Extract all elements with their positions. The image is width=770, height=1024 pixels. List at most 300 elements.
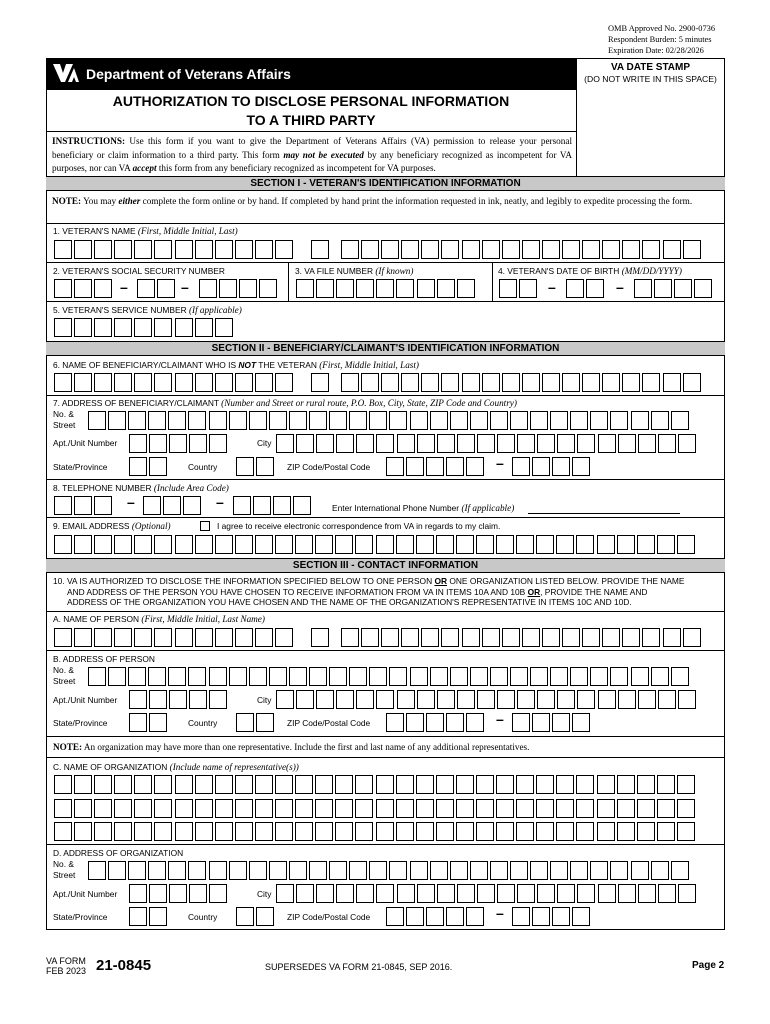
- char-box[interactable]: [376, 799, 394, 818]
- char-box[interactable]: [497, 884, 515, 903]
- char-box[interactable]: [436, 535, 454, 554]
- char-box[interactable]: [437, 279, 455, 298]
- char-box[interactable]: [235, 240, 253, 259]
- beneficiary-zip-ext-field[interactable]: [512, 457, 592, 476]
- char-box[interactable]: [149, 690, 167, 709]
- char-box[interactable]: [590, 667, 608, 686]
- char-box[interactable]: [149, 434, 167, 453]
- char-box[interactable]: [512, 907, 530, 926]
- char-box[interactable]: [386, 713, 404, 732]
- char-box[interactable]: [562, 373, 580, 392]
- char-box[interactable]: [510, 411, 528, 430]
- char-box[interactable]: [154, 775, 172, 794]
- char-box[interactable]: [296, 279, 314, 298]
- char-box[interactable]: [188, 667, 206, 686]
- char-box[interactable]: [598, 434, 616, 453]
- char-box[interactable]: [401, 373, 419, 392]
- char-box[interactable]: [209, 411, 227, 430]
- char-box[interactable]: [94, 799, 112, 818]
- char-box[interactable]: [436, 799, 454, 818]
- char-box[interactable]: [128, 861, 146, 880]
- char-box[interactable]: [490, 861, 508, 880]
- char-box[interactable]: [537, 434, 555, 453]
- char-box[interactable]: [175, 535, 193, 554]
- char-box[interactable]: [476, 799, 494, 818]
- char-box[interactable]: [149, 907, 167, 926]
- char-box[interactable]: [329, 667, 347, 686]
- char-box[interactable]: [441, 628, 459, 647]
- char-box[interactable]: [677, 799, 695, 818]
- organization-name-row-3[interactable]: [54, 822, 697, 841]
- char-box[interactable]: [638, 884, 656, 903]
- char-box[interactable]: [154, 628, 172, 647]
- char-box[interactable]: [683, 628, 701, 647]
- char-box[interactable]: [552, 713, 570, 732]
- char-box[interactable]: [516, 535, 534, 554]
- char-box[interactable]: [396, 775, 414, 794]
- char-box[interactable]: [74, 822, 92, 841]
- char-box[interactable]: [88, 861, 106, 880]
- char-box[interactable]: [289, 411, 307, 430]
- char-box[interactable]: [276, 884, 294, 903]
- char-box[interactable]: [74, 535, 92, 554]
- char-box[interactable]: [522, 240, 540, 259]
- char-box[interactable]: [209, 861, 227, 880]
- char-box[interactable]: [361, 628, 379, 647]
- char-box[interactable]: [94, 318, 112, 337]
- char-box[interactable]: [235, 628, 253, 647]
- char-box[interactable]: [74, 240, 92, 259]
- char-box[interactable]: [275, 535, 293, 554]
- char-box[interactable]: [129, 690, 147, 709]
- char-box[interactable]: [562, 240, 580, 259]
- char-box[interactable]: [256, 713, 274, 732]
- char-box[interactable]: [236, 457, 254, 476]
- char-box[interactable]: [154, 318, 172, 337]
- char-box[interactable]: [530, 667, 548, 686]
- char-box[interactable]: [496, 775, 514, 794]
- char-box[interactable]: [441, 240, 459, 259]
- char-box[interactable]: [490, 667, 508, 686]
- dob-year-field[interactable]: [634, 279, 714, 298]
- char-box[interactable]: [376, 775, 394, 794]
- char-box[interactable]: [677, 535, 695, 554]
- char-box[interactable]: [273, 496, 291, 515]
- char-box[interactable]: [622, 240, 640, 259]
- char-box[interactable]: [275, 240, 293, 259]
- char-box[interactable]: [249, 411, 267, 430]
- char-box[interactable]: [316, 279, 334, 298]
- char-box[interactable]: [576, 535, 594, 554]
- char-box[interactable]: [602, 373, 620, 392]
- char-box[interactable]: [129, 434, 147, 453]
- char-box[interactable]: [437, 884, 455, 903]
- char-box[interactable]: [674, 279, 692, 298]
- char-box[interactable]: [683, 240, 701, 259]
- char-box[interactable]: [94, 279, 112, 298]
- char-box[interactable]: [482, 240, 500, 259]
- char-box[interactable]: [256, 907, 274, 926]
- char-box[interactable]: [215, 822, 233, 841]
- char-box[interactable]: [522, 373, 540, 392]
- intl-phone-input[interactable]: [528, 513, 680, 514]
- char-box[interactable]: [517, 884, 535, 903]
- char-box[interactable]: [430, 667, 448, 686]
- char-box[interactable]: [470, 411, 488, 430]
- char-box[interactable]: [557, 690, 575, 709]
- char-box[interactable]: [149, 457, 167, 476]
- char-box[interactable]: [416, 822, 434, 841]
- email-address-field[interactable]: [54, 535, 697, 554]
- char-box[interactable]: [658, 884, 676, 903]
- char-box[interactable]: [235, 799, 253, 818]
- char-box[interactable]: [499, 279, 517, 298]
- char-box[interactable]: [255, 240, 273, 259]
- char-box[interactable]: [597, 535, 615, 554]
- person-middle-initial-field[interactable]: [311, 628, 331, 647]
- char-box[interactable]: [396, 799, 414, 818]
- char-box[interactable]: [401, 628, 419, 647]
- char-box[interactable]: [496, 535, 514, 554]
- char-box[interactable]: [108, 667, 126, 686]
- char-box[interactable]: [450, 667, 468, 686]
- char-box[interactable]: [175, 799, 193, 818]
- char-box[interactable]: [315, 822, 333, 841]
- char-box[interactable]: [426, 457, 444, 476]
- char-box[interactable]: [219, 279, 237, 298]
- char-box[interactable]: [516, 822, 534, 841]
- char-box[interactable]: [497, 434, 515, 453]
- char-box[interactable]: [296, 884, 314, 903]
- char-box[interactable]: [638, 690, 656, 709]
- char-box[interactable]: [114, 240, 132, 259]
- email-consent-checkbox[interactable]: [200, 521, 210, 531]
- char-box[interactable]: [289, 861, 307, 880]
- char-box[interactable]: [134, 628, 152, 647]
- char-box[interactable]: [54, 496, 72, 515]
- person-first-name-field[interactable]: [54, 628, 295, 647]
- char-box[interactable]: [634, 279, 652, 298]
- char-box[interactable]: [169, 434, 187, 453]
- char-box[interactable]: [188, 411, 206, 430]
- char-box[interactable]: [134, 775, 152, 794]
- char-box[interactable]: [255, 373, 273, 392]
- char-box[interactable]: [315, 799, 333, 818]
- char-box[interactable]: [316, 434, 334, 453]
- char-box[interactable]: [482, 373, 500, 392]
- char-box[interactable]: [369, 667, 387, 686]
- char-box[interactable]: [329, 411, 347, 430]
- char-box[interactable]: [502, 240, 520, 259]
- organization-apt-field[interactable]: [129, 884, 229, 903]
- char-box[interactable]: [490, 411, 508, 430]
- organization-street-field[interactable]: [88, 861, 691, 880]
- phone-prefix-field[interactable]: [143, 496, 203, 515]
- char-box[interactable]: [457, 434, 475, 453]
- char-box[interactable]: [532, 457, 550, 476]
- char-box[interactable]: [466, 713, 484, 732]
- char-box[interactable]: [154, 799, 172, 818]
- char-box[interactable]: [183, 496, 201, 515]
- char-box[interactable]: [295, 535, 313, 554]
- char-box[interactable]: [477, 884, 495, 903]
- char-box[interactable]: [532, 907, 550, 926]
- char-box[interactable]: [54, 373, 72, 392]
- person-street-field[interactable]: [88, 667, 691, 686]
- char-box[interactable]: [114, 373, 132, 392]
- char-box[interactable]: [114, 628, 132, 647]
- char-box[interactable]: [389, 411, 407, 430]
- char-box[interactable]: [671, 861, 689, 880]
- char-box[interactable]: [189, 434, 207, 453]
- char-box[interactable]: [618, 884, 636, 903]
- char-box[interactable]: [336, 434, 354, 453]
- char-box[interactable]: [456, 775, 474, 794]
- char-box[interactable]: [215, 535, 233, 554]
- char-box[interactable]: [293, 496, 311, 515]
- char-box[interactable]: [128, 411, 146, 430]
- char-box[interactable]: [457, 884, 475, 903]
- char-box[interactable]: [195, 775, 213, 794]
- char-box[interactable]: [410, 667, 428, 686]
- char-box[interactable]: [466, 907, 484, 926]
- char-box[interactable]: [386, 457, 404, 476]
- char-box[interactable]: [249, 861, 267, 880]
- char-box[interactable]: [512, 713, 530, 732]
- char-box[interactable]: [275, 822, 293, 841]
- char-box[interactable]: [376, 884, 394, 903]
- organization-state-field[interactable]: [129, 907, 169, 926]
- char-box[interactable]: [154, 822, 172, 841]
- char-box[interactable]: [134, 240, 152, 259]
- char-box[interactable]: [658, 434, 676, 453]
- char-box[interactable]: [502, 628, 520, 647]
- char-box[interactable]: [253, 496, 271, 515]
- char-box[interactable]: [577, 690, 595, 709]
- char-box[interactable]: [149, 713, 167, 732]
- char-box[interactable]: [642, 373, 660, 392]
- char-box[interactable]: [54, 628, 72, 647]
- char-box[interactable]: [552, 457, 570, 476]
- char-box[interactable]: [572, 713, 590, 732]
- organization-city-field[interactable]: [276, 884, 698, 903]
- char-box[interactable]: [341, 628, 359, 647]
- char-box[interactable]: [189, 690, 207, 709]
- ssn-part-1-field[interactable]: [54, 279, 114, 298]
- char-box[interactable]: [129, 907, 147, 926]
- char-box[interactable]: [148, 411, 166, 430]
- char-box[interactable]: [316, 690, 334, 709]
- char-box[interactable]: [259, 279, 277, 298]
- char-box[interactable]: [536, 775, 554, 794]
- char-box[interactable]: [199, 279, 217, 298]
- service-number-field[interactable]: [54, 318, 235, 337]
- char-box[interactable]: [598, 690, 616, 709]
- beneficiary-street-field[interactable]: [88, 411, 691, 430]
- char-box[interactable]: [556, 822, 574, 841]
- char-box[interactable]: [657, 775, 675, 794]
- char-box[interactable]: [542, 373, 560, 392]
- char-box[interactable]: [651, 861, 669, 880]
- char-box[interactable]: [572, 457, 590, 476]
- char-box[interactable]: [396, 279, 414, 298]
- beneficiary-zip-field[interactable]: [386, 457, 486, 476]
- char-box[interactable]: [215, 775, 233, 794]
- char-box[interactable]: [276, 690, 294, 709]
- char-box[interactable]: [677, 822, 695, 841]
- char-box[interactable]: [239, 279, 257, 298]
- char-box[interactable]: [195, 318, 213, 337]
- char-box[interactable]: [269, 667, 287, 686]
- char-box[interactable]: [631, 861, 649, 880]
- char-box[interactable]: [406, 457, 424, 476]
- char-box[interactable]: [74, 496, 92, 515]
- char-box[interactable]: [255, 628, 273, 647]
- char-box[interactable]: [456, 535, 474, 554]
- char-box[interactable]: [336, 279, 354, 298]
- char-box[interactable]: [143, 496, 161, 515]
- char-box[interactable]: [456, 822, 474, 841]
- char-box[interactable]: [657, 822, 675, 841]
- char-box[interactable]: [74, 318, 92, 337]
- char-box[interactable]: [114, 775, 132, 794]
- char-box[interactable]: [94, 373, 112, 392]
- char-box[interactable]: [671, 411, 689, 430]
- char-box[interactable]: [610, 411, 628, 430]
- char-box[interactable]: [610, 667, 628, 686]
- char-box[interactable]: [349, 861, 367, 880]
- char-box[interactable]: [417, 884, 435, 903]
- char-box[interactable]: [88, 411, 106, 430]
- char-box[interactable]: [215, 240, 233, 259]
- char-box[interactable]: [550, 411, 568, 430]
- organization-zip-ext-field[interactable]: [512, 907, 592, 926]
- char-box[interactable]: [336, 690, 354, 709]
- char-box[interactable]: [550, 861, 568, 880]
- char-box[interactable]: [356, 690, 374, 709]
- char-box[interactable]: [476, 535, 494, 554]
- char-box[interactable]: [642, 240, 660, 259]
- veteran-first-name-field[interactable]: [54, 240, 295, 259]
- char-box[interactable]: [149, 884, 167, 903]
- char-box[interactable]: [421, 240, 439, 259]
- char-box[interactable]: [233, 496, 251, 515]
- char-box[interactable]: [637, 822, 655, 841]
- char-box[interactable]: [168, 411, 186, 430]
- char-box[interactable]: [663, 240, 681, 259]
- char-box[interactable]: [335, 799, 353, 818]
- char-box[interactable]: [576, 822, 594, 841]
- char-box[interactable]: [496, 799, 514, 818]
- char-box[interactable]: [663, 628, 681, 647]
- char-box[interactable]: [163, 496, 181, 515]
- char-box[interactable]: [169, 884, 187, 903]
- organization-name-row-2[interactable]: [54, 799, 697, 818]
- va-file-number-field[interactable]: [296, 279, 477, 298]
- char-box[interactable]: [235, 822, 253, 841]
- char-box[interactable]: [209, 884, 227, 903]
- char-box[interactable]: [148, 861, 166, 880]
- char-box[interactable]: [642, 628, 660, 647]
- char-box[interactable]: [54, 822, 72, 841]
- char-box[interactable]: [590, 861, 608, 880]
- person-country-field[interactable]: [236, 713, 276, 732]
- char-box[interactable]: [510, 861, 528, 880]
- char-box[interactable]: [416, 775, 434, 794]
- char-box[interactable]: [637, 775, 655, 794]
- char-box[interactable]: [617, 535, 635, 554]
- char-box[interactable]: [570, 667, 588, 686]
- char-box[interactable]: [175, 775, 193, 794]
- char-box[interactable]: [536, 799, 554, 818]
- char-box[interactable]: [576, 799, 594, 818]
- person-apt-field[interactable]: [129, 690, 229, 709]
- char-box[interactable]: [397, 884, 415, 903]
- char-box[interactable]: [417, 690, 435, 709]
- char-box[interactable]: [316, 884, 334, 903]
- person-zip-ext-field[interactable]: [512, 713, 592, 732]
- char-box[interactable]: [517, 690, 535, 709]
- char-box[interactable]: [476, 775, 494, 794]
- char-box[interactable]: [376, 535, 394, 554]
- char-box[interactable]: [477, 690, 495, 709]
- char-box[interactable]: [329, 861, 347, 880]
- char-box[interactable]: [663, 373, 681, 392]
- char-box[interactable]: [631, 411, 649, 430]
- char-box[interactable]: [195, 822, 213, 841]
- char-box[interactable]: [295, 799, 313, 818]
- char-box[interactable]: [470, 667, 488, 686]
- dob-day-field[interactable]: [566, 279, 606, 298]
- char-box[interactable]: [376, 279, 394, 298]
- char-box[interactable]: [610, 861, 628, 880]
- char-box[interactable]: [446, 907, 464, 926]
- char-box[interactable]: [114, 822, 132, 841]
- char-box[interactable]: [255, 535, 273, 554]
- char-box[interactable]: [309, 411, 327, 430]
- char-box[interactable]: [654, 279, 672, 298]
- char-box[interactable]: [462, 628, 480, 647]
- char-box[interactable]: [236, 713, 254, 732]
- char-box[interactable]: [530, 861, 548, 880]
- char-box[interactable]: [129, 713, 147, 732]
- char-box[interactable]: [229, 667, 247, 686]
- char-box[interactable]: [466, 457, 484, 476]
- char-box[interactable]: [157, 279, 175, 298]
- char-box[interactable]: [356, 434, 374, 453]
- char-box[interactable]: [335, 822, 353, 841]
- char-box[interactable]: [519, 279, 537, 298]
- char-box[interactable]: [215, 628, 233, 647]
- char-box[interactable]: [311, 628, 329, 647]
- char-box[interactable]: [446, 713, 464, 732]
- char-box[interactable]: [577, 434, 595, 453]
- char-box[interactable]: [341, 240, 359, 259]
- char-box[interactable]: [638, 434, 656, 453]
- beneficiary-first-name-field[interactable]: [54, 373, 295, 392]
- char-box[interactable]: [215, 799, 233, 818]
- char-box[interactable]: [586, 279, 604, 298]
- dob-month-field[interactable]: [499, 279, 539, 298]
- char-box[interactable]: [154, 240, 172, 259]
- char-box[interactable]: [462, 373, 480, 392]
- char-box[interactable]: [296, 690, 314, 709]
- char-box[interactable]: [678, 884, 696, 903]
- char-box[interactable]: [426, 907, 444, 926]
- char-box[interactable]: [602, 628, 620, 647]
- char-box[interactable]: [516, 799, 534, 818]
- char-box[interactable]: [175, 373, 193, 392]
